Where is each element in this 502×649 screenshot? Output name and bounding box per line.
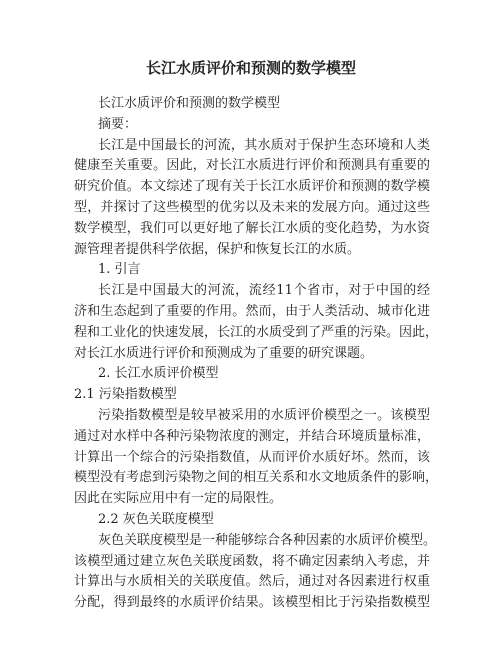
text-line: 模型没有考虑到污染物之间的相互关系和水文地质条件的影响， [74,470,439,486]
text-line: 研究价值。本文综述了现有关于长江水质评价和预测的数学模 [74,179,430,195]
text-line: 长江是中国最长的河流，其水质对于保护生态环境和人类 [98,137,430,153]
text-line: 因此在实际应用中有一定的局限性。 [74,491,283,507]
text-line: 计算出与水质相关的关联度值。然后，通过对各因素进行权重 [74,574,430,590]
document-title: 长江水质评价和预测的数学模型 [145,59,356,77]
section-heading: 1. 引言 [98,262,141,278]
text-line: 灰色关联度模型是一种能够综合各种因素的水质评价模型。 [98,532,437,548]
text-line: 长江是中国最大的河流，流经11个省市，对于中国的经 [98,283,430,299]
document-body [74,94,439,614]
subsection-heading: 2.1 污染指数模型 [74,387,177,403]
text-line: 污染指数模型是较早被采用的水质评价模型之一。该模型 [98,407,430,423]
abstract-heading: 摘要： [98,116,138,132]
text-line: 源管理者提供科学依据，保护和恢复长江的水质。 [74,241,361,257]
text-line: 数学模型，我们可以更好地了解长江水质的变化趋势，为水资 [74,220,430,236]
text-line: 对长江水质进行评价和预测成为了重要的研究课题。 [74,345,374,361]
text-line: 型，并探讨了这些模型的优劣以及未来的发展方向。通过这些 [74,199,430,215]
section-heading: 2. 长江水质评价模型 [98,366,219,382]
text-line: 该模型通过建立灰色关联度函数，将不确定因素纳入考虑，并 [74,553,430,569]
text-line: 健康至关重要。因此，对长江水质进行评价和预测具有重要的 [74,158,430,174]
text-line: 程和工业化的快速发展，长江的水质受到了严重的污染。因此， [74,324,439,340]
subsection-heading: 2.2 灰色关联度模型 [98,511,214,527]
text-line: 计算出一个综合的污染指数值，从而评价水质好坏。然而，该 [74,449,430,465]
text-line: 长江水质评价和预测的数学模型 [98,96,281,111]
text-line: 济和生态起到了重要的作用。然而，由于人类活动、城市化进 [74,303,430,319]
text-line: 分配，得到最终的水质评价结果。该模型相比于污染指数模型 [74,595,430,611]
text-line: 通过对水样中各种污染物浓度的测定，并结合环境质量标准， [74,428,430,444]
